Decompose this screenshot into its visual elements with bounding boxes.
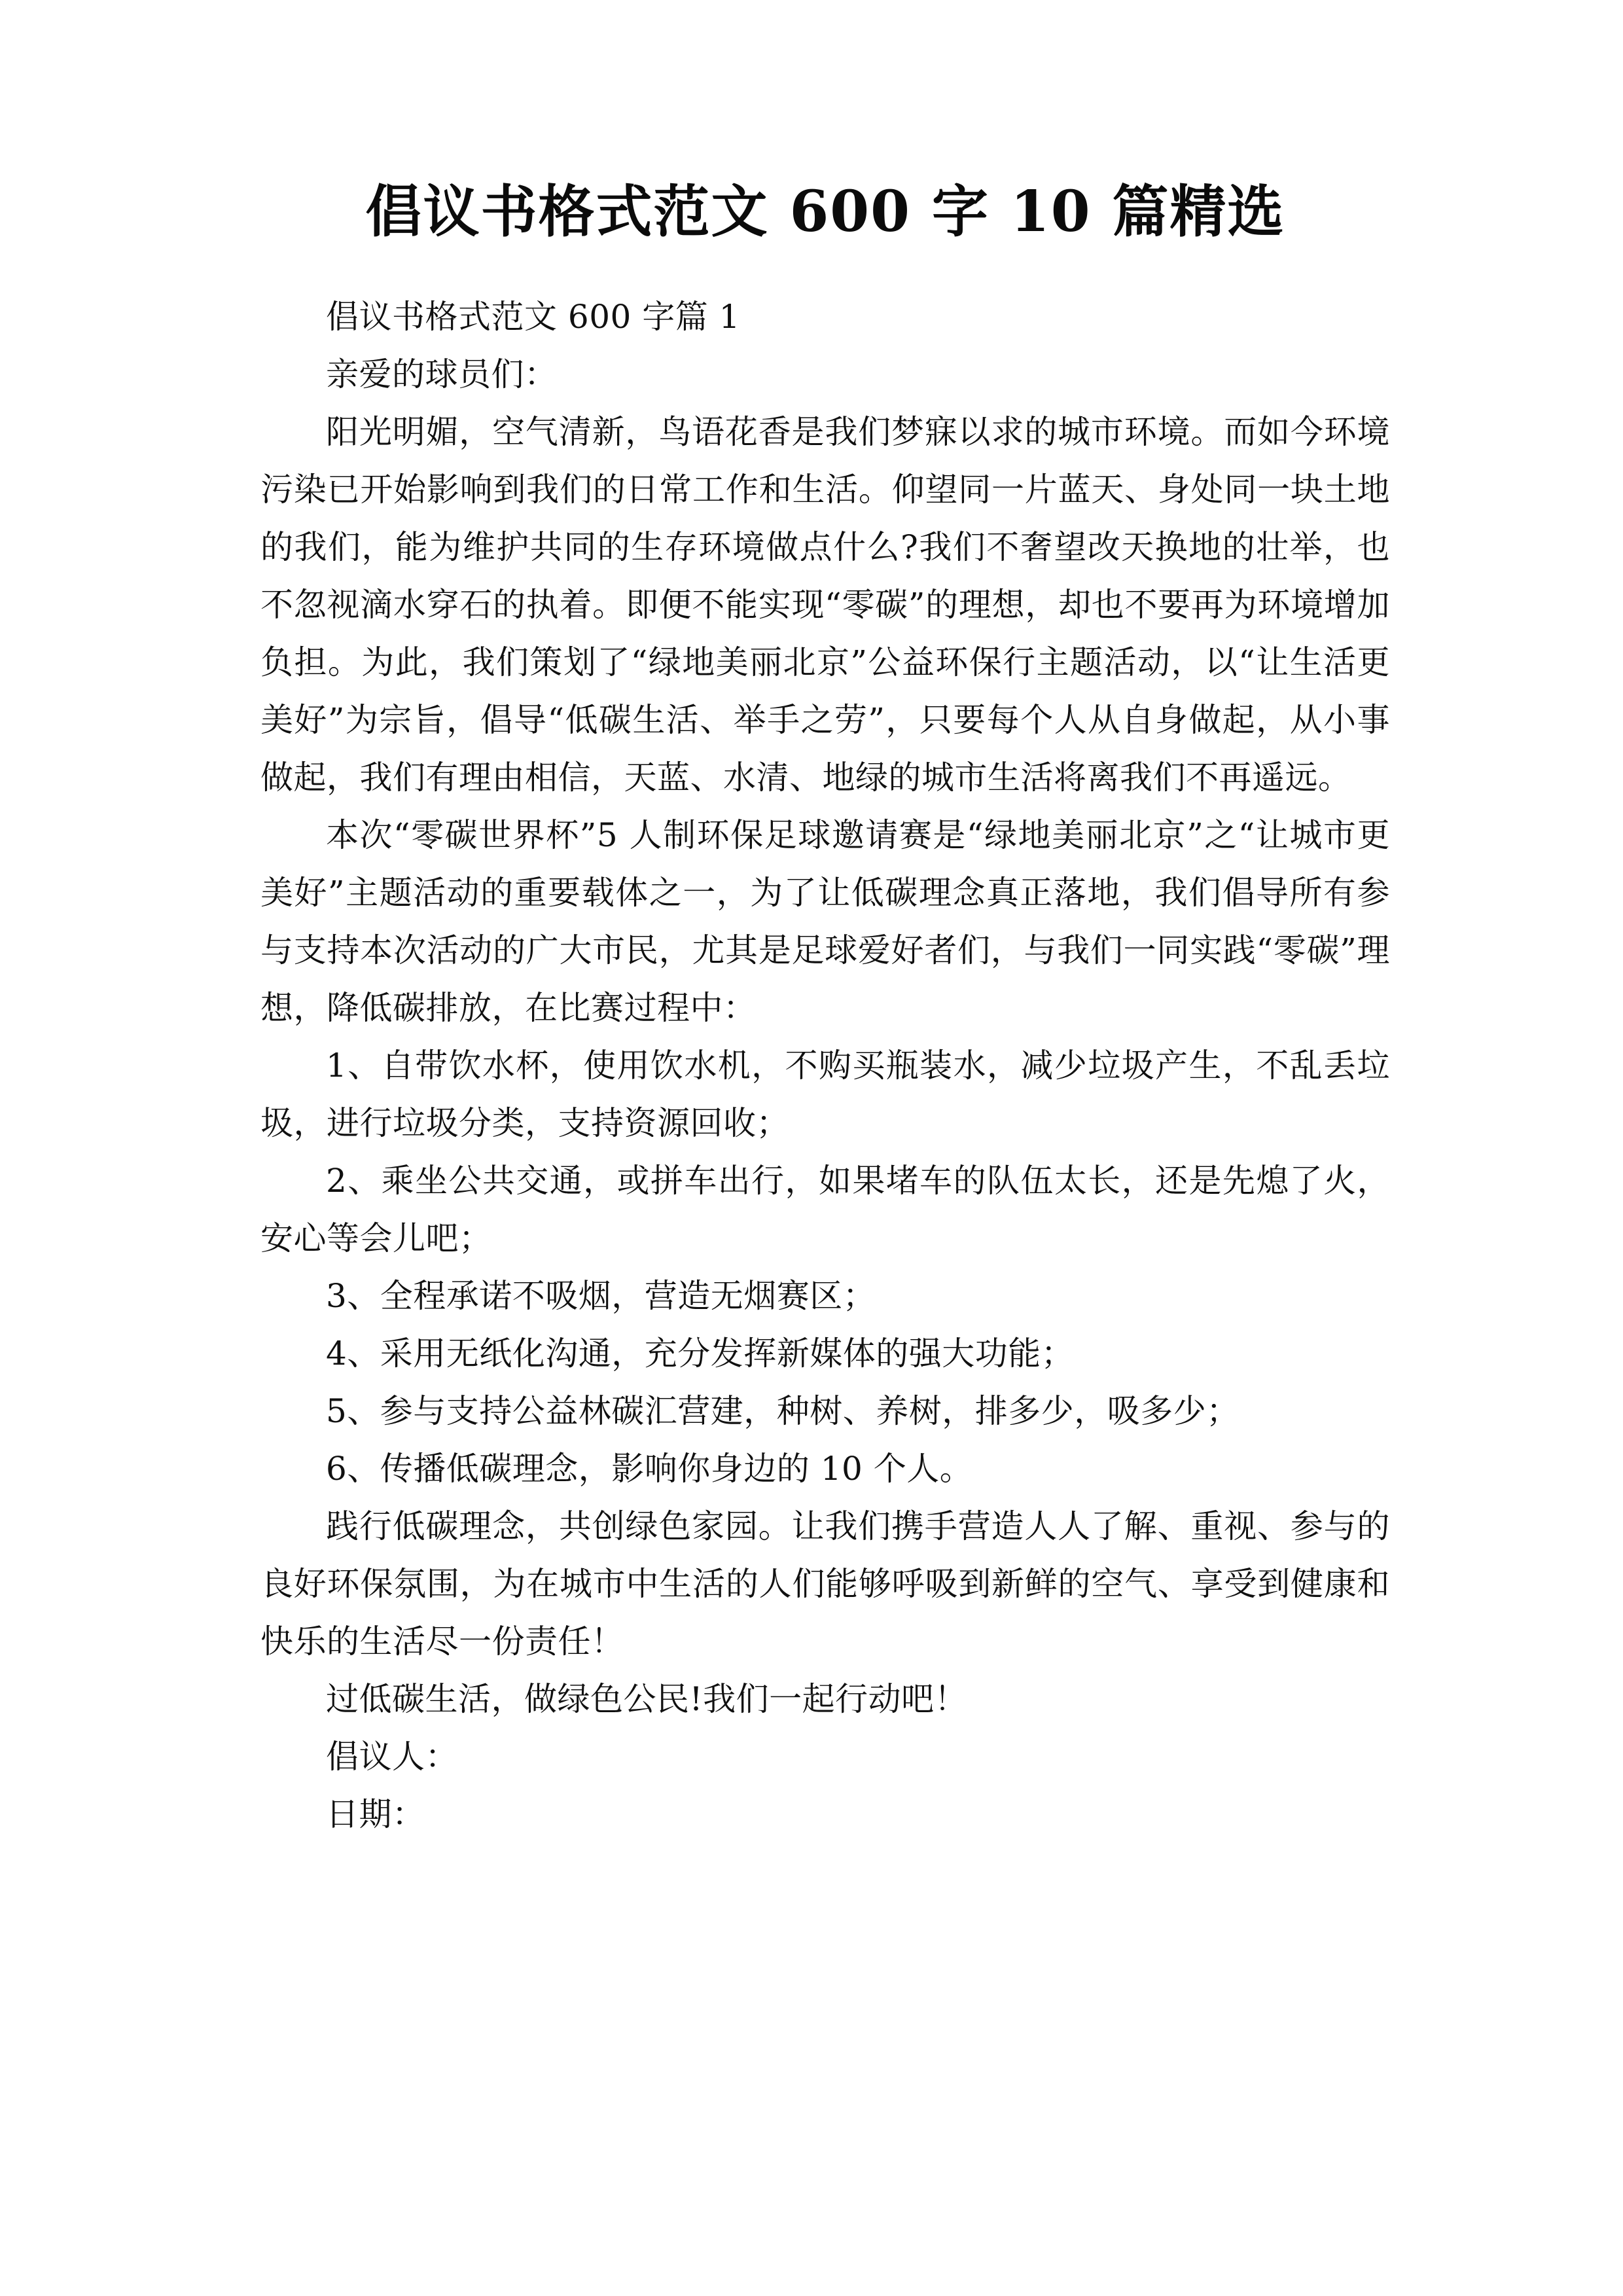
list-item: 3、全程承诺不吸烟，营造无烟赛区；: [326, 1276, 876, 1315]
section-heading: 倡议书格式范文 600 字篇 1: [326, 297, 740, 336]
document-body: [260, 0, 1390, 1843]
body-paragraph-2: 本次“零碳世界杯”5 人制环保足球邀请赛是“绿地美丽北京”之“让城市更美好”主题活动的重要载体之一，为了让低碳理念真正落地，我们倡导所有参与支持本次活动的广大市民，尤其是足球爱好者们，与我们一同实践“零碳”理想，降低碳排放，在比赛过程中：: [260, 816, 1390, 1027]
closing-paragraph-1: 践行低碳理念，共创绿色家园。让我们携手营造人人了解、重视、参与的良好环保氛围，为在城市中生活的人们能够呼吸到新鲜的空气、享受到健康和快乐的生活尽一份责任！: [260, 1507, 1390, 1660]
date-label: 日期：: [326, 1795, 425, 1833]
list-item: 1、自带饮水杯，使用饮水机，不购买瓶装水，减少垃圾产生，不乱丢垃圾，进行垃圾分类，支持资源回收；: [260, 1046, 1390, 1142]
proposer-label: 倡议人：: [326, 1737, 458, 1776]
title-spacer: [260, 247, 1390, 288]
list-item: 2、乘坐公共交通，或拼车出行，如果堵车的队伍太长，还是先熄了火，安心等会儿吧；: [260, 1161, 1390, 1257]
list-item: 4、采用无纸化沟通，充分发挥新媒体的强大功能；: [326, 1334, 1075, 1372]
salutation: 亲爱的球员们：: [326, 355, 558, 393]
body-paragraph-1: 阳光明媚，空气清新，鸟语花香是我们梦寐以求的城市环境。而如今环境污染已开始影响到我们的日常工作和生活。仰望同一片蓝天、身处同一块土地的我们，能为维护共同的生存环境做点什么?我们不奢望改天换地的壮举，也不忽视滴水穿石的执着。即便不能实现“零碳”的理想，却也不要再为环境增加负担。为此，我们策划了“绿地美丽北京”公益环保行主题活动，以“让生活更美好”为宗旨，倡导“低碳生活、举手之劳”，只要每个人从自身做起，从小事做起，我们有理由相信，天蓝、水清、地绿的城市生活将离我们不再遥远。: [260, 412, 1390, 797]
page-title: 倡议书格式范文 600 字 10 篇精选: [365, 179, 1285, 245]
closing-paragraph-2: 过低碳生活，做绿色公民!我们一起行动吧！: [326, 1679, 968, 1718]
list-item: 5、参与支持公益林碳汇营建，种树、养树，排多少，吸多少；: [326, 1391, 1240, 1430]
list-item: 6、传播低碳理念，影响你身边的 10 个人。: [326, 1449, 973, 1488]
